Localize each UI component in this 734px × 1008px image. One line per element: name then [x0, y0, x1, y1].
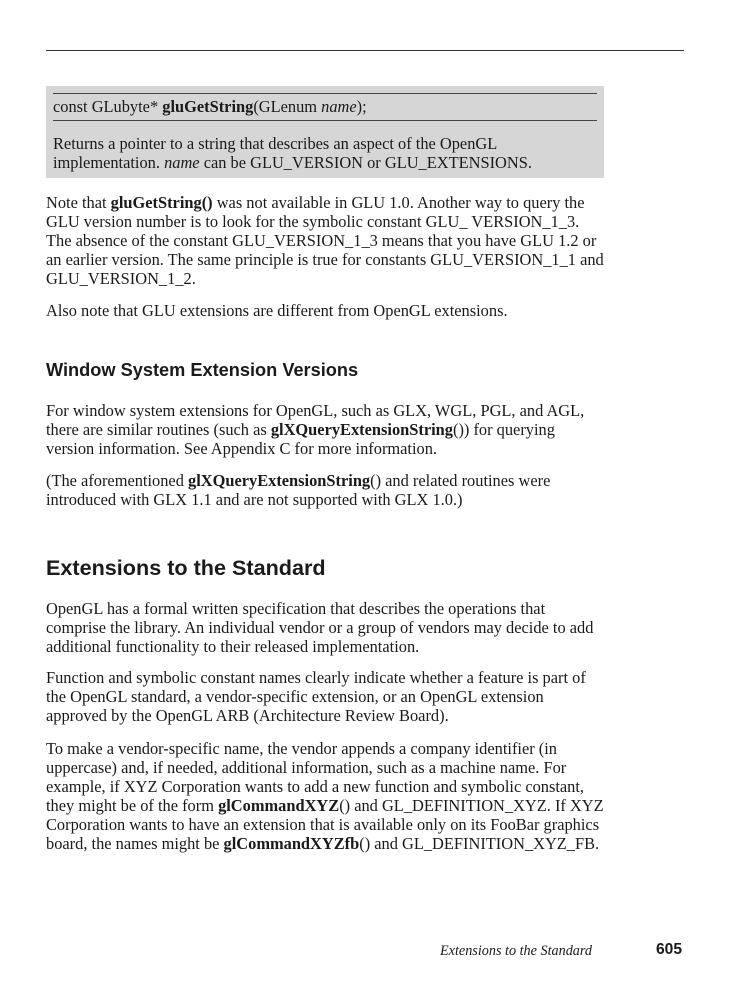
signature-close: ); — [356, 97, 367, 116]
paragraph-glx-version: (The aforementioned glXQueryExtensionString() and related routines were introduced with GLX 1.1 and are not supported with GLX 1.0.) — [46, 471, 551, 509]
paragraph-window-system: For window system extensions for OpenGL, such as GLX, WGL, PGL, and AGL, there are similar routines (such as glXQueryExtensionString()) for querying version information. See Appendix C for more information. — [46, 401, 585, 458]
signature-return-type: const GLubyte* — [53, 97, 163, 116]
function-name: glCommandXYZ — [218, 796, 340, 815]
section-heading: Window System Extension Versions — [46, 360, 359, 380]
function-name: glCommandXYZfb — [223, 834, 360, 853]
function-signature — [53, 98, 367, 116]
paragraph-naming: Function and symbolic constant names clearly indicate whether a feature is part of the OpenGL standard, a vendor-specific extension, or an OpenGL extension approved by the OpenGL ARB (Architecture Review Board). — [46, 668, 586, 725]
chapter-heading: Extensions to the Standard — [46, 555, 326, 580]
box-middle-rule — [53, 120, 597, 121]
signature-function-name: gluGetString — [162, 97, 254, 116]
page-number: 605 — [656, 941, 683, 958]
function-name: glXQueryExtensionString — [270, 420, 453, 439]
paragraph-glu-version: Note that gluGetString() was not available in GLU 1.0. Another way to query the GLU version number is to look for the symbolic constant GLU_ VERSION_1_3. The absence of the constant GLU_VERSION_1_3 means that you have GLU 1.2 or an earlier version. The same principle is true for constants GLU_VERSION_1_1 and GLU_VERSION_1_2. — [46, 193, 604, 288]
header-rule — [46, 50, 684, 51]
paragraph-glu-extensions: Also note that GLU extensions are different from OpenGL extensions. — [46, 301, 508, 320]
paragraph-specification: OpenGL has a formal written specification that describes the operations that comprise the library. An individual vendor or a group of vendors may decide to add additional functionality to their released implementation. — [46, 599, 594, 656]
function-reference-box — [46, 86, 604, 178]
function-name: gluGetString() — [110, 193, 213, 212]
signature-param-type: (GLenum — [253, 97, 322, 116]
function-name: glXQueryExtensionString — [188, 471, 371, 490]
footer-chapter-title: Extensions to the Standard — [440, 943, 592, 959]
description-param-name: name — [164, 153, 200, 172]
paragraph-vendor-names: To make a vendor-specific name, the vendor appends a company identifier (in uppercase) and, if needed, additional information, such as a machine name. For example, if XYZ Corporation wants to add a new function and symbolic constant, they might be of the form glCommandXYZ() and GL_DEFINITION_XYZ. If XYZ Corporation wants to have an extension that is available only on its FooBar graphics board, the names might be glCommandXYZfb() and GL_DEFINITION_XYZ_FB. — [46, 739, 604, 853]
signature-param-name: name — [321, 97, 357, 116]
box-top-rule — [53, 93, 597, 94]
function-description: Returns a pointer to a string that describes an aspect of the OpenGL implementation. name can be GLU_VERSION or GLU_EXTENSIONS. — [53, 134, 532, 172]
